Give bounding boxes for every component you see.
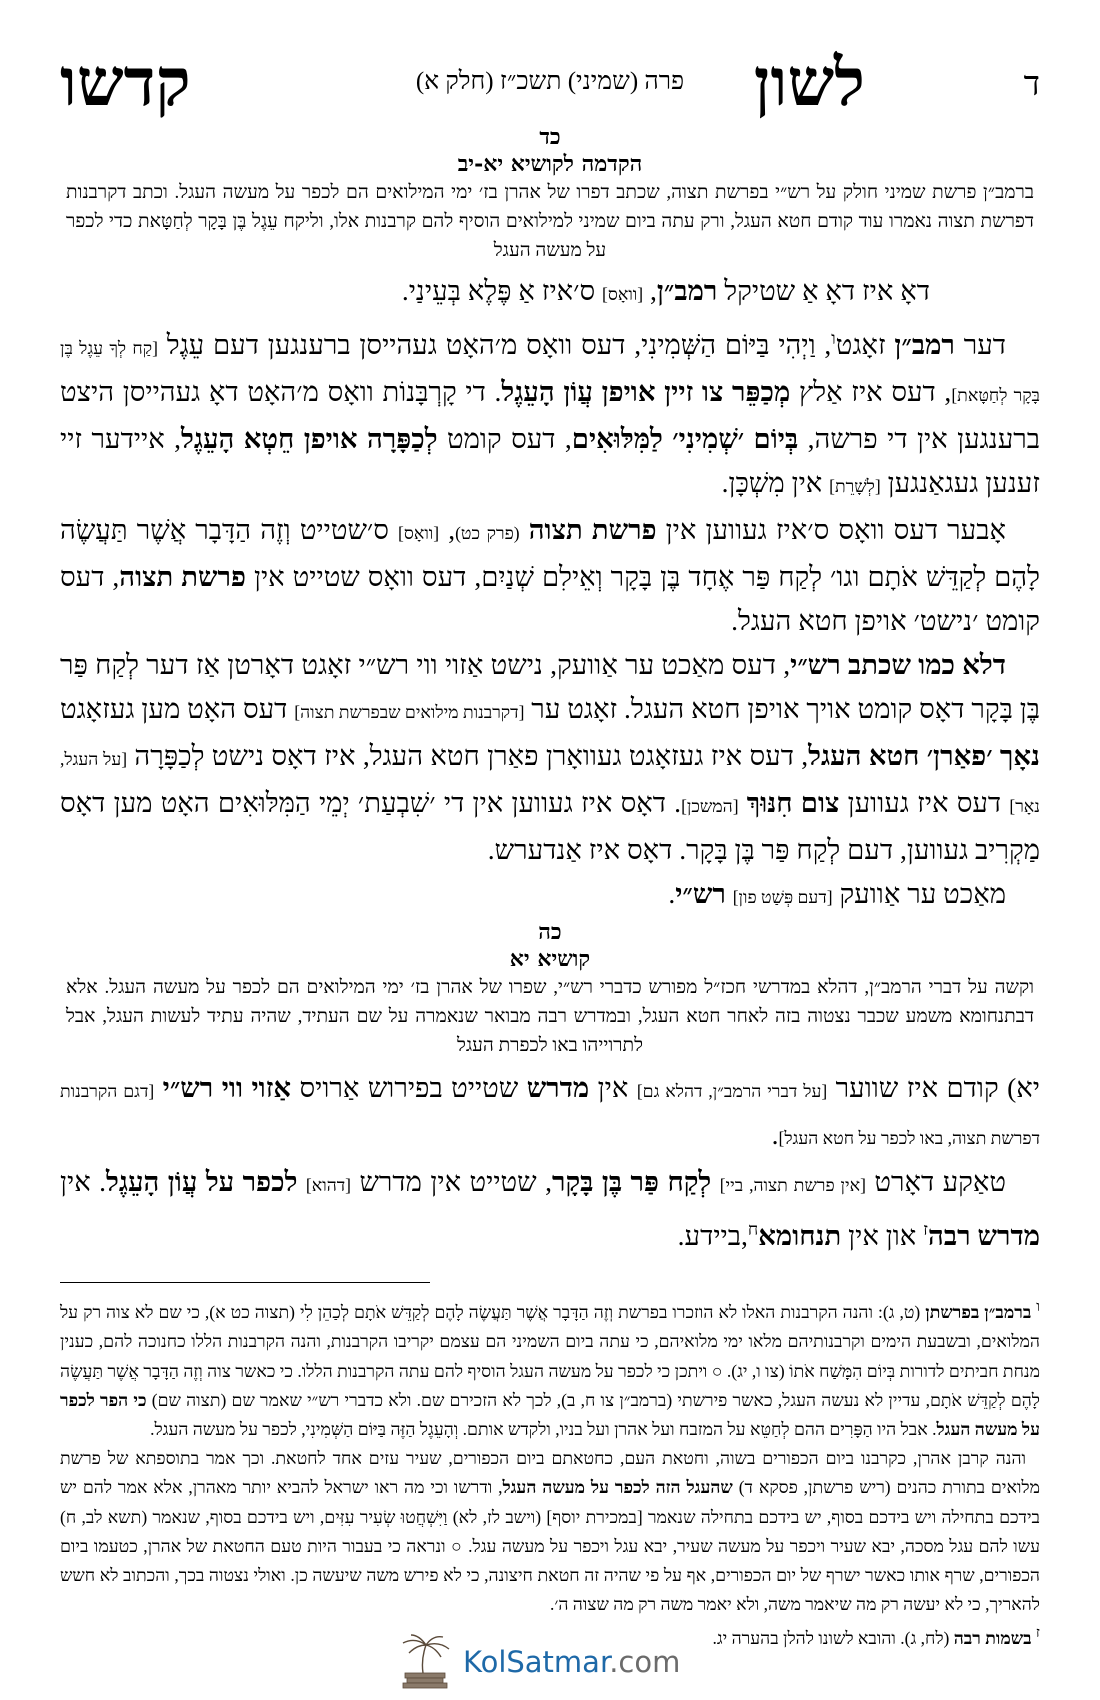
footnotes — [60, 1293, 1040, 1653]
page-number: ד — [1023, 66, 1040, 103]
paragraph: דלא כמו שכתב רש״י, דעס מאַכט ער אַוועק, נישט אַזוי ווי רש״י זאָגט דאָרטן אַז דער לְקַח פַּר בֶּן בָּקָר דאָס קומט אויך אויפן חטא העגל. זאָגט ער [דקרבנות מילואים שבפרשת תצוה] דעס האָט מען געזאָגט נאָך ׳פאַרן׳ חטא העגל, דעס איז געזאָגט געוואָרן פאַרן חטא העגל, איז דאָס נישט לְכַפָּרָה [על העגל, נאָר] דעס איז געווען צום חִנּוּךְ [המשכן]. דאָס איז געווען אין די ׳שִׁבְעַת׳ יְמֵי הַמִּלּוּאִים האָט מען דאָס מַקְרִיב געווען, דעם לְקַח פַּר בֶּן בָּקָר. דאָס איז אַנדערש. — [60, 649, 1040, 866]
main-text — [60, 1066, 1040, 1258]
footnote-marker: ז — [923, 1219, 929, 1240]
section-title: קושיא יא — [509, 946, 591, 973]
section-number: כד — [539, 124, 561, 150]
book-title-left: קדשו — [60, 47, 191, 120]
watermark-text: KolSatmar.com — [463, 1645, 681, 1679]
book-title-right: לשון — [753, 47, 865, 120]
section-summary: ברמב״ן פרשת שמיני חולק על רש״י בפרשת תצוה, שכתב דפרו של אהרן בז׳ ימי המילואים הם לכפר על מעשה העגל. וכתב דקרבנות דפרשת תצוה נאמרו עוד קודם חטא העגל, ורק עתה ביום שמיני למילואים הוסיף להם קרבנות אלו, וליקח עֵגֶל בֶּן בָּקָר לְחַטָּאת כדי לכפר על מעשה העגל — [66, 182, 1034, 261]
footnote-marker: ח — [747, 1219, 759, 1240]
section-number: כה — [538, 919, 562, 946]
footnote: $^ו$ ברמב״ן בפרשתן (ט, ג): והנה הקרבנות האלו לא הוזכרו בפרשת וְזֶה הַדָּבָר אֲשֶׁר תַּעֲשֶׂה לָהֶם לְקַדֵּשׁ אֹתָם לְכַהֵן לִי (תצוה כט א), כי שם לא צוה רק על המלואים, ובשבעת הימים וקרבנותיהם מלאו ימי מלואיהם, כי עתה ביום השמיני הם עצמם יקריבו הקרבנות, והנה הקרבנות הללו כחנוכה להם, כענין מנחת חביתים לדורות בְּיוֹם הִמָּשַׁח אֹתוֹ (צו ו, יג). ○ ויתכן כי לכפר על מעשה העגל הוסיף להם עתה הקרבנות הללו. כי כאשר צוה וְזֶה הַדָּבָר אֲשֶׁר תַּעֲשֶׂה לָהֶם לְקַדֵּשׁ אֹתָם, עדיין לא נעשה העגל, כאשר פירשתי (ברמב״ן צו ח, ב), לכך לא הזכירם שם. ולא כדברי רש״י שאמר שם (תצוה שם) כי הפר לכפר על מעשה העגל. אבל היו הַפָּרִים ההם לְחַטֵּא על המזבח ועל אהרן ועל בניו, ולקדש אותם. וְהָעֵגֶל הַזֶּה בַּיּוֹם הַשְּׁמִינִי, לכפר על מעשה העגל. — [60, 1299, 1041, 1439]
parsha-heading: פרה (שמיני) תשכ״ז (חלק א) — [415, 68, 685, 95]
footnote-marker: ו — [831, 328, 836, 348]
paragraph: מאַכט ער אַוועק [דעם פְּשַׁט פון] רש״י. — [668, 878, 1006, 910]
page — [60, 28, 1040, 1653]
palm-tree-books-icon — [393, 1633, 459, 1691]
paragraph: דאָ איז דאָ אַ שטיקל רמב״ן, [וואָס] ס׳איז אַ פֶּלֶא בְּעֵינַי. — [401, 275, 930, 306]
section-summary: וקשה על דברי הרמב״ן, דהלא במדרשי חכז״ל מפורש כדברי רש״י, שפרו של אהרן בז׳ ימי המילואים הם לכפר על מעשה העגל. אלא דבתנחומא משמע שכבר נצטוה בזה לאחר חטא העגל, ובמדרש רבה מבואר שנאמרה על שם העתיד, שהיה עתיד לעשות העגל, אבל לתרוייהו באו לכפרת העגל — [66, 977, 1034, 1057]
footnote: $^ז$ בשמות רבה (לח, ג). והובא לשונו להלן בהערה יג. — [712, 1625, 1040, 1649]
section-title: הקדמה לקושיא יא-יב — [457, 151, 643, 177]
footnote-divider — [60, 1282, 430, 1283]
paragraph: אָבער דעס וואָס ס׳איז געווען אין פרשת תצוה (פרק כט), [וואָס] ס׳שטייט וְזֶה הַדָּבָר אֲשֶׁר תַּעֲשֶׂה לָהֶם לְקַדֵּשׁ אֹתָם וגו׳ לְקַח פַּר אֶחָד בֶּן בָּקָר וְאֵילִם שְׁנַיִם, דעס וואָס שטייט אין פרשת תצוה, דעס קומט ׳נישט׳ אויפן חטא העגל. — [60, 514, 1040, 637]
paragraph: דער רמב״ן זאָגט$^ו$, וַיְהִי בַּיּוֹם הַשְּׁמִינִי, דעס וואָס מ׳האָט געהייסן ברענגען דעם עֵגֶל [קַח לְךָ עֵגֶל בֶּן בָּקָר לְחַטָּאת], דעס איז אַלץ מְכַפֵּר צו זיין אויפן עֲוֹן הָעֵגֶל. די קָרְבָּנוֹת וואָס מ׳האָט דאָ געהייסן היצט ברענגען אין די פרשה, בְּיוֹם ׳שְׁמִינִי׳ לַמִּלּוּאִים, דעס קומט לְכַפָּרָה אויפן חֵטְא הָעֵגֶל, איידער זיי זענען געגאַנגען [לְשָׁרֵת] אין מִשְׁכָּן. — [60, 328, 1041, 499]
watermark — [393, 1633, 680, 1691]
main-text — [60, 269, 1040, 919]
footnote: והנה קרבן אהרן, כקרבנו ביום הכפורים בשוה, וחטאת העם, כחטאתם ביום הכפורים, שעיר עזים אחד לחטאת. וכך אמר בתוספתא של פרשת מלואים בתורת כהנים (ריש פרשתן, פסקא ד) שהעגל הזה לכפר על מעשה העגל, ודרשו וכי מה ראו ישראל להביא יותר מאהרן, אלא אמר להם יש בידכם בתחילה ויש בידכם בסוף, יש בידכם בתחילה שנאמר [במכירת יוסף] (וישב לז, לא) וַיִּשְׁחֲטוּ שְׂעִיר עִזִּים, ויש בידכם בסוף, שנאמר (תשא לב, ח) עשו להם עגל מסכה, יבא שעיר ויכפר על מעשה שעיר, יבא עגל ויכפר על מעשה עגל. ○ ונראה כי בעבור היות טעם החטאת של אהרן, כטעמו ביום הכפורים, שרף אותו כאשר ישרף של יום הכפורים, אף על פי שהיה זה חטאת חיצונה, כי לא פירש משה שיעשה כן. ואולי נצטוה בכך, והכתוב לא חשש להאריך, כי לא יעשה רק מה שיאמר משה, ולא יאמר משה רק מה שצוה ה׳. — [60, 1448, 1040, 1615]
paragraph: יא) קודם איז שווער [על דברי הרמב״ן, דהלא גם] אין מדרש שטייט בפירוש אַרויס אַזוי ווי רש״י [דגם הקרבנות דפרשת תצוה, באו לכפר על חטא העגל]. — [60, 1072, 1040, 1151]
running-header — [60, 28, 1040, 118]
paragraph: טאַקע דאָרט [אין פרשת תצוה, ביי] לְקַח פַּר בֶּן בָּקָר, שטייט אין מדרש [דהוא] לכפר על עֲוֹן הָעֵגֶל. אין מדרש רבה$^ז$ און אין תנחומא$^ח$,ביידע. — [60, 1166, 1040, 1252]
